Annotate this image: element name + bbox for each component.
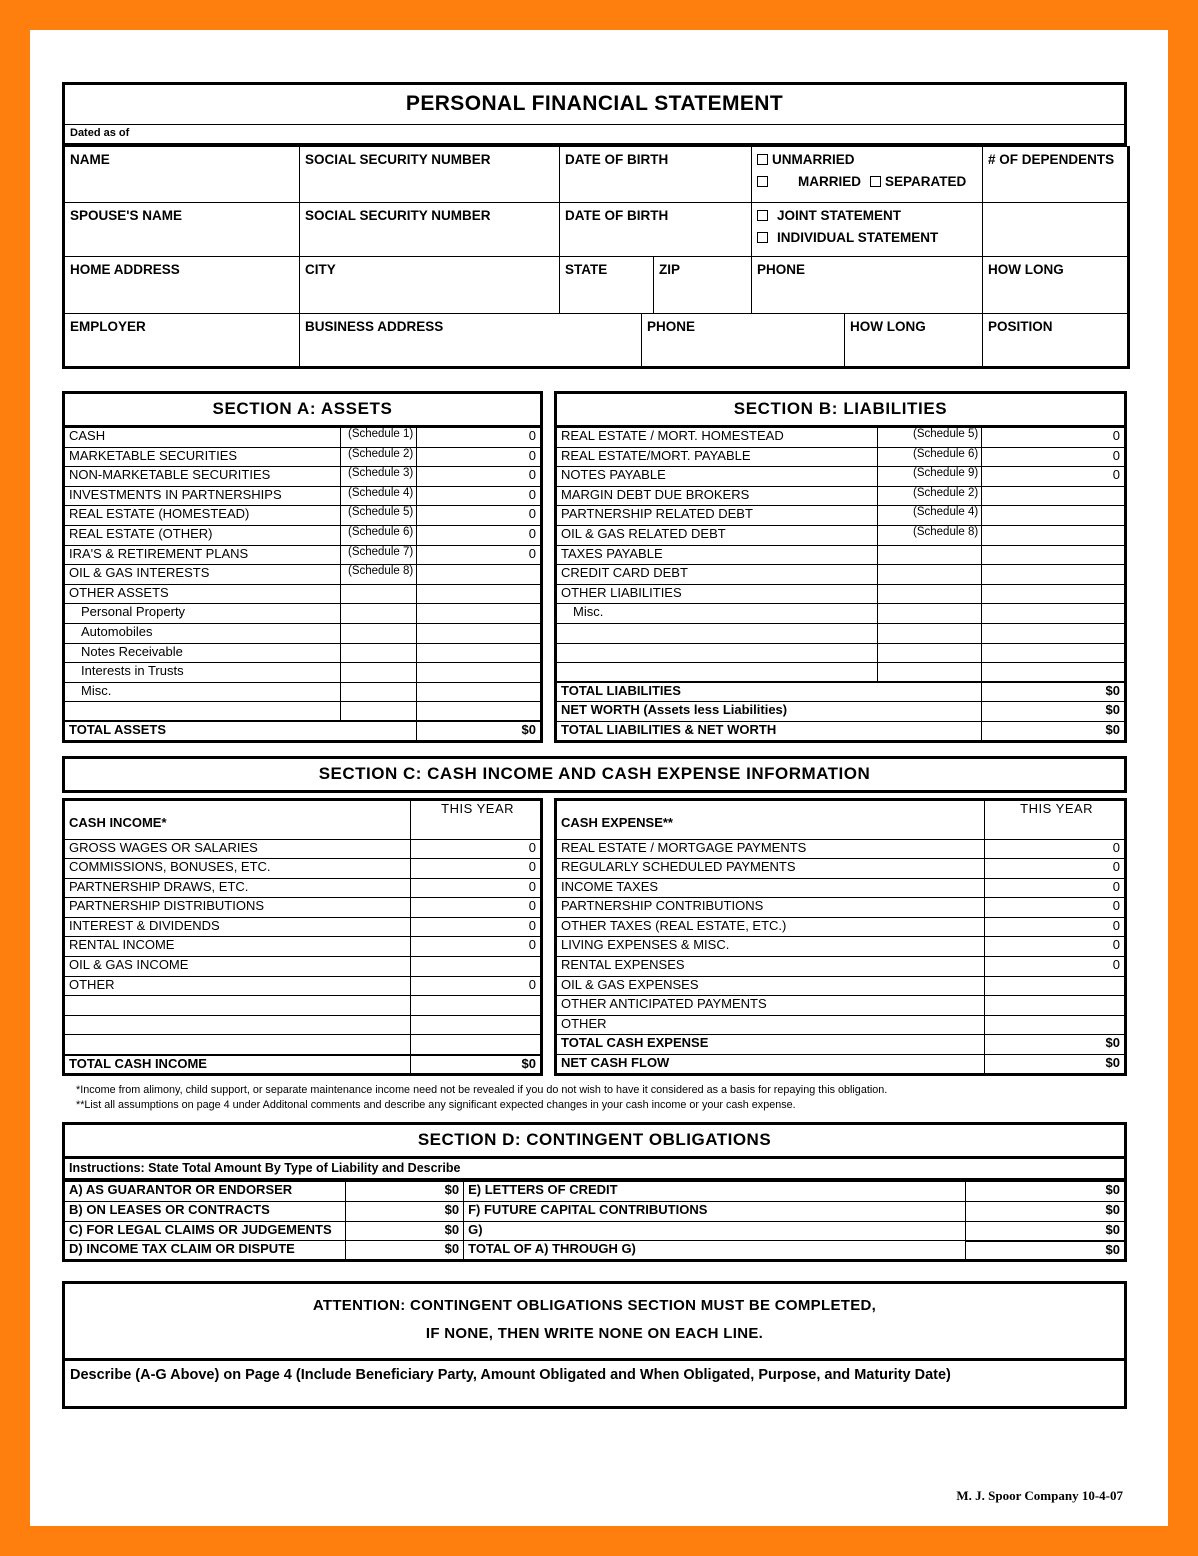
line-value[interactable]: 0 [411, 937, 542, 957]
line-label [556, 663, 878, 683]
asset-row [64, 428, 542, 448]
line-schedule: (Schedule 6) [877, 447, 982, 467]
statement-type-group[interactable] [752, 203, 983, 257]
contingent-obligation-row [64, 1241, 1126, 1261]
obligation-label-right: TOTAL OF A) THROUGH G) [464, 1241, 965, 1261]
line-value[interactable] [411, 957, 542, 977]
total-label: TOTAL LIABILITIES [556, 682, 982, 702]
cash-expense-row [556, 976, 1126, 996]
separated-label: SEPARATED [885, 174, 967, 189]
home-address-field[interactable]: HOME ADDRESS [64, 257, 300, 314]
dob-field[interactable]: DATE OF BIRTH [560, 147, 752, 203]
married-label: MARRIED [798, 174, 862, 189]
state-field[interactable]: STATE [560, 257, 654, 314]
contingent-obligation-row [64, 1221, 1126, 1241]
obligation-label-left: A) AS GUARANTOR OR ENDORSER [64, 1181, 346, 1201]
checkbox-unmarried-icon[interactable] [757, 154, 768, 165]
total-cash-expense-value: $0 [985, 1035, 1126, 1055]
line-value[interactable] [411, 1035, 542, 1055]
line-label: Misc. [556, 604, 878, 624]
obligation-label-left: D) INCOME TAX CLAIM OR DISPUTE [64, 1241, 346, 1261]
line-label: OTHER ANTICIPATED PAYMENTS [556, 996, 985, 1016]
line-value[interactable] [411, 1015, 542, 1035]
line-label [64, 1035, 411, 1055]
obligation-value-right[interactable]: $0 [965, 1181, 1125, 1201]
cash-income-row [64, 937, 542, 957]
section-c-columns [62, 798, 1127, 1076]
line-value[interactable] [982, 663, 1126, 683]
line-value[interactable] [985, 976, 1126, 996]
line-label: OTHER ASSETS [64, 584, 341, 604]
dated-row [64, 125, 1126, 145]
cash-income-row [64, 898, 542, 918]
line-schedule: (Schedule 4) [877, 506, 982, 526]
obligation-label-right: G) [464, 1221, 965, 1241]
line-value[interactable]: 0 [985, 878, 1126, 898]
employer-field[interactable]: EMPLOYER [64, 314, 300, 368]
line-value[interactable] [417, 643, 542, 663]
line-value[interactable]: 0 [982, 447, 1126, 467]
line-label: REAL ESTATE / MORTGAGE PAYMENTS [556, 839, 985, 859]
line-schedule: (Schedule 8) [877, 525, 982, 545]
line-value[interactable] [417, 584, 542, 604]
line-label: RENTAL EXPENSES [556, 957, 985, 977]
individual-statement-option[interactable] [757, 230, 982, 245]
line-label: PARTNERSHIP CONTRIBUTIONS [556, 898, 985, 918]
cash-expense-row [556, 839, 1126, 859]
line-value[interactable] [982, 486, 1126, 506]
line-schedule [877, 604, 982, 624]
asset-row [64, 525, 542, 545]
line-label: CASH [64, 428, 341, 448]
asset-row [64, 682, 542, 702]
line-schedule [877, 545, 982, 565]
line-value[interactable]: 0 [985, 898, 1126, 918]
liability-row [556, 525, 1126, 545]
asset-row [64, 604, 542, 624]
line-schedule: (Schedule 9) [877, 467, 982, 487]
contingent-obligation-row [64, 1181, 1126, 1201]
cash-expense-row [556, 898, 1126, 918]
expense-this-year-header: THIS YEAR [985, 799, 1126, 839]
liability-row [556, 506, 1126, 526]
cash-expense-row [556, 859, 1126, 879]
income-this-year-header: THIS YEAR [411, 799, 542, 839]
liability-row [556, 623, 1126, 643]
line-schedule: (Schedule 5) [340, 506, 416, 526]
cash-expense-row [556, 1015, 1126, 1035]
total-assets-row [64, 721, 542, 741]
line-label: OTHER [64, 976, 411, 996]
line-value[interactable]: 0 [417, 545, 542, 565]
liability-row [556, 467, 1126, 487]
obligation-value-left[interactable]: $0 [345, 1241, 463, 1261]
net-cash-flow-label: NET CASH FLOW [556, 1055, 985, 1075]
line-label: INVESTMENTS IN PARTNERSHIPS [64, 486, 341, 506]
checkbox-separated-icon[interactable] [870, 176, 881, 187]
liability-total-row [556, 721, 1126, 741]
obligation-value-right[interactable]: $0 [965, 1221, 1125, 1241]
info-row-spouse [64, 203, 1129, 257]
line-value[interactable]: 0 [985, 917, 1126, 937]
cash-income-row [64, 839, 542, 859]
line-value[interactable]: 0 [417, 506, 542, 526]
section-a-table [62, 427, 543, 743]
liability-row [556, 486, 1126, 506]
line-value[interactable]: 0 [982, 428, 1126, 448]
dependents-field[interactable]: # OF DEPENDENTS [983, 147, 1129, 203]
liability-total-row [556, 702, 1126, 722]
line-schedule: (Schedule 1) [340, 428, 416, 448]
line-label: GROSS WAGES OR SALARIES [64, 839, 411, 859]
title-table [62, 82, 1127, 146]
line-label: PARTNERSHIP RELATED DEBT [556, 506, 878, 526]
obligation-label-left: B) ON LEASES OR CONTRACTS [64, 1201, 346, 1221]
line-label: OTHER TAXES (REAL ESTATE, ETC.) [556, 917, 985, 937]
line-value[interactable]: 0 [417, 486, 542, 506]
spouse-ssn-field[interactable]: SOCIAL SECURITY NUMBER [300, 203, 560, 257]
business-phone-field[interactable]: PHONE [642, 314, 845, 368]
line-value[interactable] [982, 643, 1126, 663]
cash-income-row [64, 976, 542, 996]
line-label: Interests in Trusts [64, 663, 341, 683]
line-schedule [340, 663, 416, 683]
line-value[interactable]: 0 [985, 839, 1126, 859]
cash-income-row [64, 917, 542, 937]
line-label: REAL ESTATE / MORT. HOMESTEAD [556, 428, 878, 448]
line-label [556, 643, 878, 663]
cash-expense-row [556, 937, 1126, 957]
line-label: OIL & GAS RELATED DEBT [556, 525, 878, 545]
section-b-title: SECTION B: LIABILITIES [554, 391, 1127, 427]
married-separated-options[interactable] [757, 174, 982, 189]
line-value[interactable] [982, 565, 1126, 585]
line-label: OTHER LIABILITIES [556, 584, 878, 604]
line-label: MARGIN DEBT DUE BROKERS [556, 486, 878, 506]
ssn-field[interactable]: SOCIAL SECURITY NUMBER [300, 147, 560, 203]
cash-expense-heading: CASH EXPENSE** [556, 799, 985, 839]
cash-expense-header-row [556, 799, 1126, 839]
total-label: TOTAL LIABILITIES & NET WORTH [556, 721, 982, 741]
line-value[interactable]: 0 [411, 859, 542, 879]
total-value: $0 [982, 702, 1126, 722]
unmarried-option[interactable] [757, 152, 982, 167]
liability-row [556, 447, 1126, 467]
total-value: $0 [982, 721, 1126, 741]
dated-as-of-field[interactable]: Dated as of [64, 125, 1126, 145]
checkbox-joint-icon[interactable] [757, 210, 768, 221]
line-label: PARTNERSHIP DRAWS, ETC. [64, 878, 411, 898]
total-cash-income-label: TOTAL CASH INCOME [64, 1055, 411, 1075]
spouse-dob-field[interactable]: DATE OF BIRTH [560, 203, 752, 257]
attention-line-2: IF NONE, THEN WRITE NONE ON EACH LINE. [425, 1324, 764, 1342]
cash-income-row [64, 957, 542, 977]
line-schedule [877, 565, 982, 585]
line-label: REGULARLY SCHEDULED PAYMENTS [556, 859, 985, 879]
line-value[interactable]: 0 [411, 976, 542, 996]
total-cash-income-row [64, 1055, 542, 1075]
section-a-container [62, 391, 543, 743]
line-value[interactable] [985, 996, 1126, 1016]
spouse-blank-cell [983, 203, 1129, 257]
total-cash-expense-row [556, 1035, 1126, 1055]
asset-row [64, 565, 542, 585]
line-label: NON-MARKETABLE SECURITIES [64, 467, 341, 487]
line-value[interactable] [417, 604, 542, 624]
asset-row [64, 467, 542, 487]
how-long-home-field[interactable]: HOW LONG [983, 257, 1129, 314]
obligation-value-left[interactable]: $0 [345, 1221, 463, 1241]
cash-expense-row [556, 917, 1126, 937]
line-value[interactable]: 0 [411, 878, 542, 898]
checkbox-married-icon[interactable] [757, 176, 768, 187]
asset-row [64, 447, 542, 467]
attention-line-1: ATTENTION: CONTINGENT OBLIGATIONS SECTION MUST BE COMPLETED, [312, 1297, 877, 1315]
net-cash-flow-value: $0 [985, 1055, 1126, 1075]
line-value[interactable] [417, 682, 542, 702]
line-schedule [340, 643, 416, 663]
line-value[interactable]: 0 [411, 917, 542, 937]
line-label: COMMISSIONS, BONUSES, ETC. [64, 859, 411, 879]
line-label [64, 1015, 411, 1035]
line-schedule: (Schedule 2) [340, 447, 416, 467]
liability-row [556, 604, 1126, 624]
cash-income-row [64, 859, 542, 879]
liability-row [556, 663, 1126, 683]
unmarried-label: UNMARRIED [772, 152, 855, 167]
line-label: RENTAL INCOME [64, 937, 411, 957]
cash-income-table [62, 798, 543, 1076]
liability-row [556, 584, 1126, 604]
line-label [556, 623, 878, 643]
line-label [64, 702, 341, 722]
total-label: NET WORTH (Assets less Liabilities) [556, 702, 982, 722]
attention-box [62, 1281, 1127, 1361]
line-label: REAL ESTATE (HOMESTEAD) [64, 506, 341, 526]
cash-expense-row [556, 957, 1126, 977]
line-value[interactable]: 0 [417, 428, 542, 448]
line-value[interactable] [417, 623, 542, 643]
applicant-info-table [62, 146, 1130, 369]
line-value[interactable]: 0 [417, 525, 542, 545]
section-d-container [62, 1122, 1127, 1262]
line-label: REAL ESTATE (OTHER) [64, 525, 341, 545]
section-d-table [62, 1181, 1127, 1262]
describe-box[interactable]: Describe (A-G Above) on Page 4 (Include Beneficiary Party, Amount Obligated and When Obligated, Purpose, and Maturity Date) [62, 1361, 1127, 1409]
line-value[interactable]: 0 [411, 898, 542, 918]
line-schedule: (Schedule 3) [340, 467, 416, 487]
line-schedule: (Schedule 7) [340, 545, 416, 565]
line-schedule [340, 702, 416, 722]
name-field[interactable]: NAME [64, 147, 300, 203]
line-label: Misc. [64, 682, 341, 702]
line-value[interactable]: 0 [985, 957, 1126, 977]
asset-row [64, 486, 542, 506]
net-cash-flow-row [556, 1055, 1126, 1075]
section-d-instructions: Instructions: State Total Amount By Type of Liability and Describe [62, 1159, 1127, 1181]
line-schedule [877, 584, 982, 604]
joint-statement-option[interactable] [757, 208, 982, 223]
total-assets-label: TOTAL ASSETS [64, 721, 417, 741]
line-value[interactable] [982, 604, 1126, 624]
contingent-obligation-row [64, 1201, 1126, 1221]
line-value[interactable]: 0 [985, 859, 1126, 879]
line-value[interactable]: 0 [411, 839, 542, 859]
line-schedule: (Schedule 8) [340, 565, 416, 585]
page-title: PERSONAL FINANCIAL STATEMENT [64, 84, 1126, 125]
line-label: MARKETABLE SECURITIES [64, 447, 341, 467]
asset-row [64, 506, 542, 526]
line-label: Notes Receivable [64, 643, 341, 663]
line-label: TAXES PAYABLE [556, 545, 878, 565]
line-value[interactable] [985, 1015, 1126, 1035]
cash-expense-row [556, 878, 1126, 898]
asset-row [64, 545, 542, 565]
individual-label: INDIVIDUAL STATEMENT [777, 230, 939, 245]
zip-field[interactable]: ZIP [654, 257, 752, 314]
line-schedule [340, 682, 416, 702]
spouse-name-field[interactable]: SPOUSE'S NAME [64, 203, 300, 257]
business-address-field[interactable]: BUSINESS ADDRESS [300, 314, 642, 368]
line-value[interactable]: 0 [985, 937, 1126, 957]
home-phone-field[interactable]: PHONE [752, 257, 983, 314]
how-long-employer-field[interactable]: HOW LONG [845, 314, 983, 368]
joint-label: JOINT STATEMENT [777, 208, 902, 223]
section-c-title: SECTION C: CASH INCOME AND CASH EXPENSE INFORMATION [62, 756, 1127, 793]
section-d-title: SECTION D: CONTINGENT OBLIGATIONS [62, 1122, 1127, 1159]
cash-expense-row [556, 996, 1126, 1016]
liability-row [556, 428, 1126, 448]
line-value[interactable] [982, 584, 1126, 604]
info-row-applicant [64, 147, 1129, 203]
asset-row [64, 584, 542, 604]
line-label: Automobiles [64, 623, 341, 643]
section-c-container [62, 756, 1127, 1114]
footnote-expense: **List all assumptions on page 4 under Additonal comments and describe any significant expected changes in your cash income or your cash expense. [76, 1099, 796, 1112]
document-page [30, 30, 1168, 1526]
line-schedule: (Schedule 4) [340, 486, 416, 506]
line-label: OTHER [556, 1015, 985, 1035]
asset-row [64, 623, 542, 643]
obligation-label-right: F) FUTURE CAPITAL CONTRIBUTIONS [464, 1201, 965, 1221]
section-b-table [554, 427, 1127, 743]
line-value[interactable]: 0 [417, 467, 542, 487]
checkbox-individual-icon[interactable] [757, 232, 768, 243]
liability-row [556, 565, 1126, 585]
marital-status-group[interactable] [752, 147, 983, 203]
line-schedule [877, 623, 982, 643]
obligation-value-right[interactable]: $0 [965, 1201, 1125, 1221]
cash-income-row [64, 878, 542, 898]
total-cash-income-value: $0 [411, 1055, 542, 1075]
section-c-footnotes [62, 1083, 1127, 1114]
obligation-label-left: C) FOR LEGAL CLAIMS OR JUDGEMENTS [64, 1221, 346, 1241]
line-value[interactable] [411, 996, 542, 1016]
position-field[interactable]: POSITION [983, 314, 1129, 368]
cash-income-row [64, 1015, 542, 1035]
asset-row [64, 702, 542, 722]
line-value[interactable] [982, 623, 1126, 643]
liability-row [556, 643, 1126, 663]
line-label: OIL & GAS INTERESTS [64, 565, 341, 585]
footnote-income: *Income from alimony, child support, or separate maintenance income need not be revealed if you do not wish to have it considered as a basis for repaying this obligation. [76, 1083, 888, 1096]
line-label [64, 996, 411, 1016]
total-cash-expense-label: TOTAL CASH EXPENSE [556, 1035, 985, 1055]
line-label: INCOME TAXES [556, 878, 985, 898]
line-label: CREDIT CARD DEBT [556, 565, 878, 585]
line-value[interactable] [417, 663, 542, 683]
line-value[interactable] [417, 565, 542, 585]
line-value[interactable] [982, 506, 1126, 526]
obligation-value-left[interactable]: $0 [345, 1201, 463, 1221]
title-row [64, 84, 1126, 125]
line-schedule [340, 584, 416, 604]
line-label: LIVING EXPENSES & MISC. [556, 937, 985, 957]
line-label: NOTES PAYABLE [556, 467, 878, 487]
line-label: OIL & GAS INCOME [64, 957, 411, 977]
line-schedule [340, 604, 416, 624]
line-schedule [877, 643, 982, 663]
info-row-address [64, 257, 1129, 314]
cash-income-container [62, 798, 543, 1076]
line-label: PARTNERSHIP DISTRIBUTIONS [64, 898, 411, 918]
line-label: Personal Property [64, 604, 341, 624]
line-schedule [340, 623, 416, 643]
section-b-container [554, 391, 1127, 743]
cash-expense-table [554, 798, 1127, 1076]
line-label: REAL ESTATE/MORT. PAYABLE [556, 447, 878, 467]
cash-expense-container [554, 798, 1127, 1076]
assets-liabilities-row [62, 391, 1127, 743]
form-sheet [62, 82, 1127, 1409]
obligation-label-right: E) LETTERS OF CREDIT [464, 1181, 965, 1201]
line-schedule: (Schedule 6) [340, 525, 416, 545]
cash-income-heading: CASH INCOME* [64, 799, 411, 839]
line-label: OIL & GAS EXPENSES [556, 976, 985, 996]
line-label: IRA'S & RETIREMENT PLANS [64, 545, 341, 565]
line-value[interactable] [982, 545, 1126, 565]
cash-income-header-row [64, 799, 542, 839]
section-a-title: SECTION A: ASSETS [62, 391, 543, 427]
liability-row [556, 545, 1126, 565]
cash-income-row [64, 996, 542, 1016]
asset-row [64, 663, 542, 683]
page-footer: M. J. Spoor Company 10-4-07 [956, 1488, 1123, 1503]
city-field[interactable]: CITY [300, 257, 560, 314]
liability-total-row [556, 682, 1126, 702]
line-schedule: (Schedule 2) [877, 486, 982, 506]
total-value: $0 [982, 682, 1126, 702]
info-row-employer [64, 314, 1129, 368]
line-label: INTEREST & DIVIDENDS [64, 917, 411, 937]
line-value[interactable] [982, 525, 1126, 545]
line-value[interactable] [417, 702, 542, 722]
obligation-value-right[interactable]: $0 [965, 1241, 1125, 1261]
asset-row [64, 643, 542, 663]
line-schedule: (Schedule 5) [877, 428, 982, 448]
line-schedule [877, 663, 982, 683]
line-value[interactable]: 0 [982, 467, 1126, 487]
cash-income-row [64, 1035, 542, 1055]
obligation-value-left[interactable]: $0 [345, 1181, 463, 1201]
total-assets-value: $0 [417, 721, 542, 741]
line-value[interactable]: 0 [417, 447, 542, 467]
